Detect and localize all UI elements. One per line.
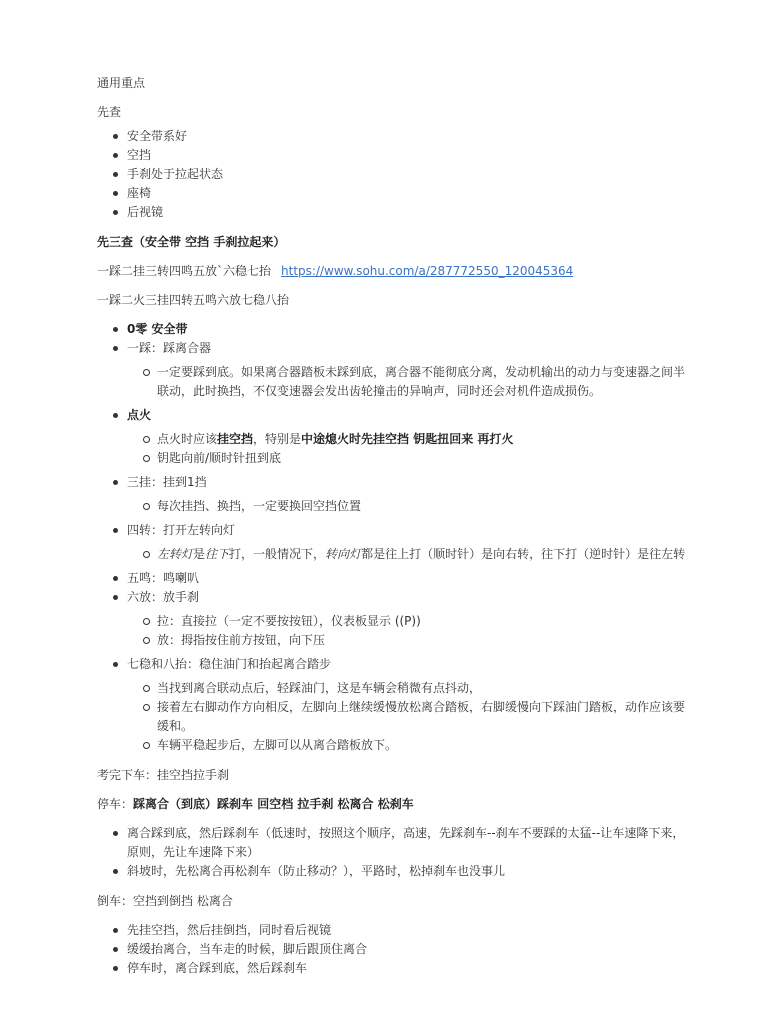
list-item: 先挂空挡，然后挂倒挡，同时看后视镜 [97, 921, 688, 940]
mnemonic-1-text: 一踩二挂三转四鸣五放`六稳七抬 [97, 264, 272, 278]
list-item: 停车时，离合踩到底，然后踩刹车 [97, 959, 688, 978]
sohu-article-link[interactable]: https://www.sohu.com/a/287772550_120045364 [281, 264, 574, 278]
park-line: 停车：踩离合（到底）踩刹车 回空档 拉手刹 松离合 松刹车 [97, 797, 414, 811]
step-six-label: 六放：放手刹 [127, 590, 200, 604]
three-check-heading: 先三查（安全带 空挡 手刹拉起来） [97, 235, 286, 249]
step-fire-note: 点火时应该挂空挡，特别是中途熄火时先挂空挡 钥匙扭回来 再打火 [127, 430, 688, 449]
step-seven-note-3: 车辆平稳起步后，左脚可以从离合踏板放下。 [127, 736, 688, 755]
step-seven-label: 七稳和八抬：稳住油门和抬起离合踏步 [127, 657, 332, 671]
mnemonic-line-2: 一踩二火三挂四转五鸣六放七稳八抬 [97, 293, 290, 307]
step-five: 五鸣：鸣喇叭 [97, 569, 688, 588]
list-item: 座椅 [97, 184, 688, 203]
step-four [97, 521, 688, 564]
step-three-note: 每次挂挡、换挡，一定要换回空挡位置 [127, 497, 688, 516]
list-item: 空挡 [97, 146, 688, 165]
step-fire-label: 点火 [127, 408, 152, 422]
step-fire-note-2: 钥匙向前/顺时针扭到底 [127, 449, 688, 468]
list-item: 缓缓抬离合，当车走的时候，脚后跟顶住离合 [97, 940, 688, 959]
step-one-label: 一踩：踩离合器 [127, 341, 212, 355]
step-seven [97, 655, 688, 755]
list-item: 斜坡时，先松离合再松刹车（防止移动？），平路时，松掉刹车也没事儿 [97, 862, 688, 881]
list-item: 后视镜 [97, 203, 688, 222]
step-seven-note-2: 接着左右脚动作方向相反，左脚向上继续缓慢放松离合踏板，右脚缓慢向下踩油门踏板，动作应该要缓和。 [127, 698, 688, 736]
step-six [97, 588, 688, 650]
list-item: 离合踩到底，然后踩刹车（低速时，按照这个顺序，高速，先踩刹车--刹车不要踩的太猛--让车速降下来，原则，先让车速降下来） [97, 824, 688, 862]
step-four-note: 左转灯是往下打，一般情况下，转向灯都是往上打（顺时针）是向右转，往下打（逆时针）是往左转 [127, 545, 688, 564]
check-first-label: 先查 [97, 105, 122, 119]
exit-line: 考完下车：挂空挡拉手刹 [97, 768, 230, 782]
park-list [97, 824, 688, 881]
doc-title: 通用重点 [97, 76, 146, 90]
step-one-note: 一定要踩到底。如果离合器踏板未踩到底，离合器不能彻底分离，发动机输出的动力与变速器之间半联动，此时换挡，不仅变速器会发出齿轮撞击的异响声，同时还会对机件造成损伤。 [127, 363, 688, 401]
step-three-label: 三挂：挂到1挡 [127, 475, 207, 489]
reverse-line: 倒车：空挡到倒挡 松离合 [97, 894, 233, 908]
step-three [97, 473, 688, 516]
steps-list [97, 320, 688, 755]
step-one [97, 339, 688, 401]
reverse-list [97, 921, 688, 978]
list-item: 安全带系好 [97, 127, 688, 146]
check-list [97, 127, 688, 222]
mnemonic-line-1 [97, 262, 688, 280]
step-fire [97, 406, 688, 468]
step-zero: 0零 安全带 [97, 320, 688, 339]
list-item: 手刹处于拉起状态 [97, 165, 688, 184]
step-seven-note-1: 当找到离合联动点后，轻踩油门，这是车辆会稍微有点抖动， [127, 679, 688, 698]
step-four-label: 四转：打开左转向灯 [127, 523, 236, 537]
step-six-note-2: 放：拇指按住前方按钮，向下压 [127, 631, 688, 650]
step-six-note-1: 拉：直接拉（一定不要按按钮），仪表板显示 ((P)) [127, 612, 688, 631]
